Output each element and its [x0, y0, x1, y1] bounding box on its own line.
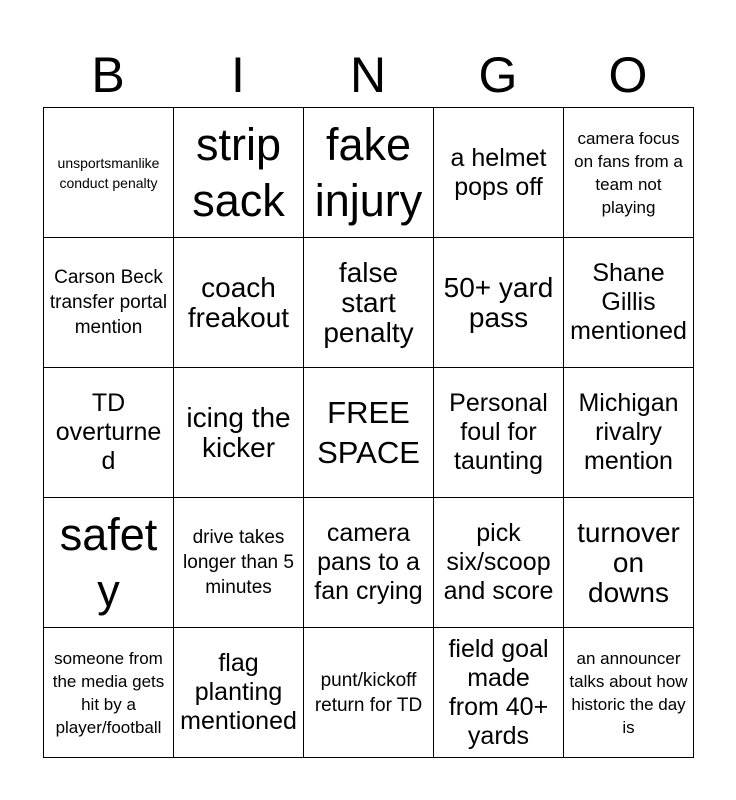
bingo-cell[interactable]	[304, 108, 434, 238]
bingo-cell[interactable]	[434, 108, 564, 238]
cell-text: punt/kickoff return for TD	[314, 669, 423, 716]
cell-text: FREE SPACE	[317, 394, 420, 470]
bingo-cell[interactable]	[564, 108, 694, 238]
bingo-cell[interactable]	[434, 238, 564, 368]
bingo-cell[interactable]	[174, 108, 304, 238]
cell-text: an announcer talks about how historic the day is	[569, 648, 688, 737]
cell-text: pick six/scoop and score	[443, 519, 554, 605]
cell-text: turnover on downs	[577, 516, 680, 608]
cell-text: Shane Gillis mentioned	[570, 259, 687, 345]
cell-text: icing the kicker	[186, 401, 291, 463]
header-letter-i: I	[231, 47, 245, 103]
bingo-cell[interactable]	[304, 238, 434, 368]
cell-text: 50+ yard pass	[443, 271, 554, 333]
bingo-cell[interactable]	[44, 368, 174, 498]
bingo-board	[43, 107, 694, 758]
cell-text: false start penalty	[323, 256, 414, 348]
cell-text: field goal made from 40+ yards	[448, 634, 549, 750]
bingo-cell[interactable]	[44, 498, 174, 628]
bingo-cell[interactable]	[564, 368, 694, 498]
bingo-cell[interactable]	[434, 368, 564, 498]
bingo-cell[interactable]	[174, 498, 304, 628]
cell-text: Personal foul for taunting	[449, 389, 548, 475]
cell-text: flag planting mentioned	[180, 649, 297, 735]
bingo-cell[interactable]	[174, 628, 304, 758]
bingo-cell[interactable]	[44, 108, 174, 238]
bingo-cell[interactable]	[564, 498, 694, 628]
bingo-cell[interactable]	[434, 498, 564, 628]
bingo-cell[interactable]	[44, 238, 174, 368]
board-row-2	[44, 238, 694, 368]
cell-text: unsportsmanlike conduct penalty	[57, 154, 160, 191]
board-row-3	[44, 368, 694, 498]
cell-text: Michigan rivalry mention	[578, 389, 679, 475]
bingo-cell[interactable]	[44, 628, 174, 758]
cell-text: a helmet pops off	[450, 143, 547, 201]
cell-text: camera pans to a fan crying	[314, 519, 423, 605]
bingo-cell[interactable]	[174, 238, 304, 368]
bingo-cell[interactable]	[434, 628, 564, 758]
header-letter-n: N	[349, 47, 387, 103]
bingo-cell[interactable]	[304, 498, 434, 628]
bingo-cell[interactable]	[564, 238, 694, 368]
board-row-1	[44, 108, 694, 238]
header-letter-b: B	[91, 47, 125, 103]
bingo-cell free-space[interactable]	[304, 368, 434, 498]
cell-text: someone from the media gets hit by a player/football	[52, 648, 165, 737]
cell-text: TD overturned	[55, 389, 162, 475]
cell-text: fake injury	[314, 118, 423, 226]
bingo-cell[interactable]	[564, 628, 694, 758]
board-row-4	[44, 498, 694, 628]
cell-text: strip sack	[192, 118, 285, 226]
cell-text: camera focus on fans from a team not playing	[574, 128, 683, 217]
bingo-cell[interactable]	[304, 628, 434, 758]
header-letter-g: G	[478, 47, 518, 103]
cell-text: drive takes longer than 5 minutes	[183, 527, 294, 598]
bingo-header	[43, 46, 693, 104]
bingo-cell[interactable]	[174, 368, 304, 498]
header-letter-o: O	[608, 47, 648, 103]
cell-text: coach freakout	[187, 271, 290, 333]
board-row-5	[44, 628, 694, 758]
cell-text: Carson Beck transfer portal mention	[49, 267, 168, 338]
cell-text: safety	[59, 508, 158, 616]
